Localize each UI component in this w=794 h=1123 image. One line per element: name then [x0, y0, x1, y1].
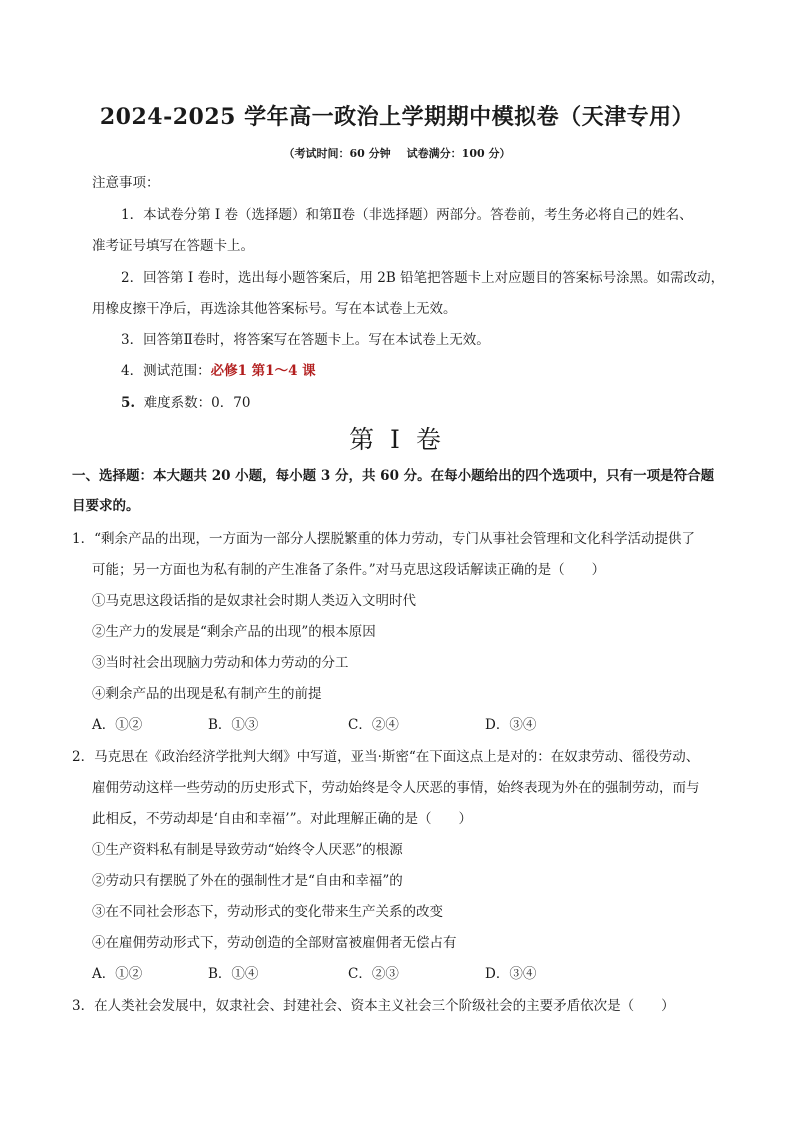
question-1-statement-1: ①马克思这段话指的是奴隶社会时期人类迈入文明时代 [92, 593, 416, 609]
question-1-statement-3: ③当时社会出现脑力劳动和体力劳动的分工 [92, 655, 349, 671]
notes-item-1-line-2: 准考证号填写在答题卡上。 [92, 238, 254, 254]
notes-item-5-num: 5. [121, 395, 136, 411]
notes-item-5 [121, 393, 250, 413]
difficulty: 难度系数：0．70 [143, 395, 251, 411]
notes-heading: 注意事项： [92, 175, 160, 191]
question-2-option-a[interactable]: A．①② [92, 966, 143, 982]
question-1-statement-2: ②生产力的发展是“剩余产品的出现”的根本原因 [92, 624, 376, 640]
question-2-statement-3: ③在不同社会形态下，劳动形式的变化带来生产关系的改变 [92, 904, 443, 920]
question-3-stem-line-1: 3．在人类社会发展中，奴隶社会、封建社会、资本主义社会三个阶级社会的主要矛盾依次是（ ） [72, 998, 675, 1014]
notes-item-4 [121, 361, 316, 381]
question-1-stem-line-1: 1．“剩余产品的出现，一方面为一部分人摆脱繁重的体力劳动，专门从事社会管理和文化科学活动提供了 [72, 531, 695, 547]
question-1-option-a[interactable]: A．①② [92, 717, 143, 733]
question-2-statement-4: ④在雇佣劳动形式下，劳动创造的全部财富被雇佣者无偿占有 [92, 935, 457, 951]
notes-item-3: 3．回答第Ⅱ卷时，将答案写在答题卡上。写在本试卷上无效。 [121, 332, 490, 348]
notes-item-4-prefix: 4．测试范围： [121, 363, 211, 379]
question-1-option-d[interactable]: D．③④ [485, 717, 537, 733]
notes-item-1-line-1: 1．本试卷分第 I 卷（选择题）和第Ⅱ卷（非选择题）两部分。答卷前，考生务必将自己的姓名、 [121, 207, 693, 223]
question-2-option-d[interactable]: D．③④ [485, 966, 537, 982]
test-range: 必修1 第1～4 课 [210, 363, 316, 379]
exam-subtitle [0, 145, 794, 161]
section-one-line-2: 目要求的。 [72, 498, 140, 514]
question-1-option-b[interactable]: B．①③ [208, 717, 259, 733]
question-2-stem-line-2: 雇佣劳动这样一些劳动的历史形式下，劳动始终是令人厌恶的事情，始终表现为外在的强制劳动，而与 [92, 780, 700, 796]
question-1-statement-4: ④剩余产品的出现是私有制产生的前提 [92, 686, 322, 702]
volume-title: 第 I 卷 [349, 425, 445, 454]
question-2-statement-1: ①生产资料私有制是导致劳动“始终令人厌恶”的根源 [92, 842, 403, 858]
section-one-line-1: 一、选择题：本大题共 20 小题，每小题 3 分，共 60 分。在每小题给出的四个选项中，只有一项是符合题 [72, 468, 715, 484]
notes-item-2-line-1: 2．回答第 I 卷时，选出每小题答案后，用 2B 铅笔把答题卡上对应题目的答案标号涂黑。如需改动， [121, 270, 725, 286]
notes-item-2-line-2: 用橡皮擦干净后，再选涂其他答案标号。写在本试卷上无效。 [92, 301, 457, 317]
question-1-option-c[interactable]: C．②④ [348, 717, 399, 733]
question-2-option-b[interactable]: B．①④ [208, 966, 259, 982]
question-2-option-c[interactable]: C．②③ [348, 966, 399, 982]
full-score: 试卷满分：100 分） [406, 147, 511, 160]
question-1-stem-line-2: 可能；另一方面也为私有制的产生准备了条件。”对马克思这段话解读正确的是（ ） [92, 562, 606, 578]
question-2-statement-2: ②劳动只有摆脱了外在的强制性才是“自由和幸福”的 [92, 873, 403, 889]
question-2-stem-line-1: 2．马克思在《政治经济学批判大纲》中写道，亚当·斯密“在下面这点上是对的：在奴隶劳动、徭役劳动、 [72, 749, 700, 765]
exam-time: （考试时间：60 分钟 [283, 147, 391, 160]
question-2-stem-line-3: 此相反，不劳动却是‘自由和幸福’”。对此理解正确的是（ ） [92, 811, 472, 827]
exam-title: 2024-2025 学年高一政治上学期期中模拟卷（天津专用） [99, 104, 695, 130]
